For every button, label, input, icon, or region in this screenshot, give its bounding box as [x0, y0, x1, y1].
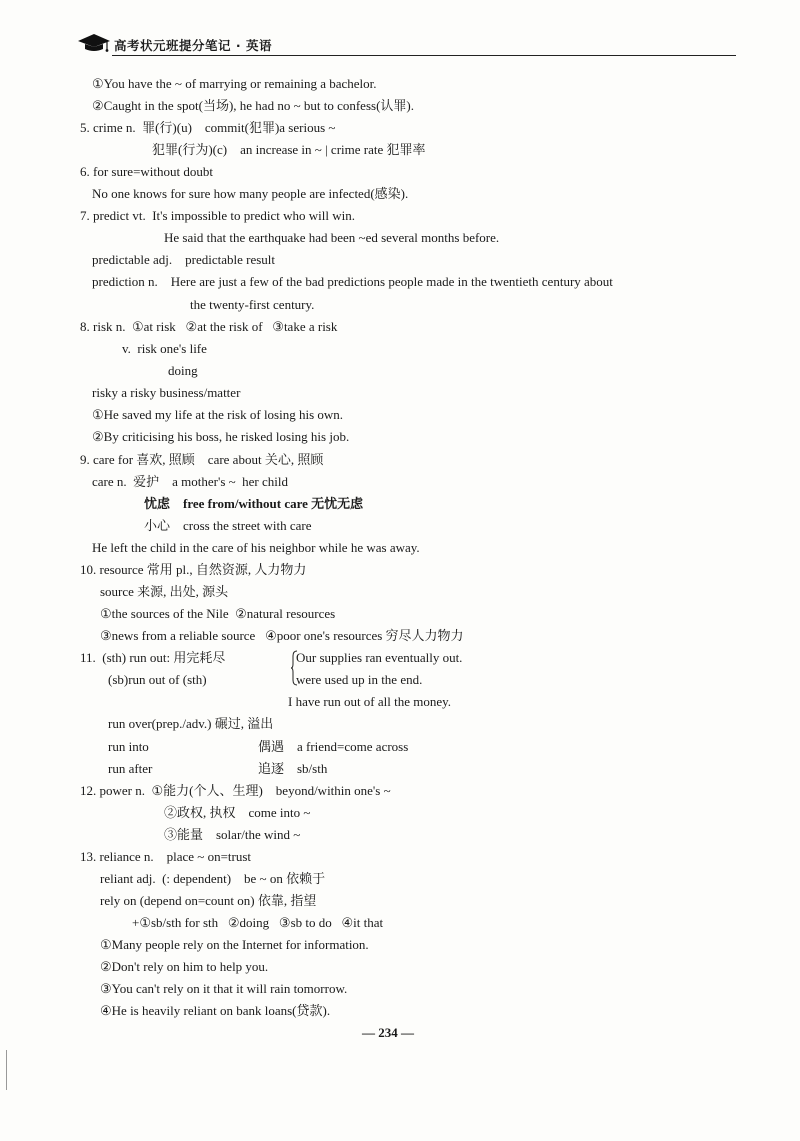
text-line: run into	[108, 739, 149, 754]
text-line: ②Caught in the spot(当场), he had no ~ but to confess(认罪).	[92, 98, 414, 113]
text-line: ①the sources of the Nile ②natural resources	[100, 606, 336, 621]
text-line: care n. 爱护 a mother's ~ her child	[92, 474, 289, 489]
text-line: ③能量 solar/the wind ~	[164, 827, 301, 842]
text-line: 9. care for 喜欢, 照顾 care about 关心, 照顾	[80, 452, 324, 467]
text-line: ①You have the ~ of marrying or remaining a bachelor.	[92, 76, 377, 91]
text-line: 8. risk n. ①at risk ②at the risk of ③take a risk	[80, 319, 338, 334]
text-line: run after	[108, 761, 153, 776]
text-line: 5. crime n. 罪(行)(u) commit(犯罪)a serious ~	[80, 120, 336, 135]
text-line: 7. predict vt. It's impossible to predict who will win.	[80, 208, 355, 223]
text-line: doing	[168, 363, 198, 378]
text-line: ②By criticising his boss, he risked losing his job.	[92, 429, 350, 444]
text-line: source 来源, 出处, 源头	[100, 584, 229, 599]
text-line: 犯罪(行为)(c) an increase in ~ | crime rate 犯罪率	[152, 142, 426, 157]
text-line: 忧虑 free from/without care 无忧无虑	[144, 496, 364, 511]
text-line: v. risk one's life	[122, 341, 207, 356]
header-rule	[112, 55, 736, 56]
text-line: I have run out of all the money.	[288, 694, 452, 709]
text-line: 10. resource 常用 pl., 自然资源, 人力物力	[80, 562, 307, 577]
running-header	[76, 30, 736, 56]
text-line: 6. for sure=without doubt	[80, 164, 213, 179]
text-line: 小心 cross the street with care	[144, 518, 312, 533]
text-line: 13. reliance n. place ~ on=trust	[80, 849, 252, 864]
text-line: were used up in the end.	[296, 672, 423, 687]
text-line: He left the child in the care of his neighbor while he was away.	[92, 540, 420, 555]
graduation-cap-icon	[76, 32, 112, 52]
text-line: (sb)run out of (sth)	[108, 672, 207, 687]
text-line: ④He is heavily reliant on bank loans(贷款).	[100, 1003, 331, 1018]
text-line: He said that the earthquake had been ~ed several months before.	[164, 230, 500, 245]
text-line: ②政权, 执权 come into ~	[164, 805, 311, 820]
text-line: Our supplies ran eventually out.	[296, 650, 463, 665]
text-line: reliant adj. (: dependent) be ~ on 依赖于	[100, 871, 326, 886]
text-line: the twenty-first century.	[190, 297, 315, 312]
text-line: rely on (depend on=count on) 依靠, 指望	[100, 893, 317, 908]
header-title: 高考状元班提分笔记 · 英语	[114, 38, 272, 53]
text-line: +①sb/sth for sth ②doing ③sb to do ④it that	[132, 915, 384, 930]
text-line: ③news from a reliable source ④poor one's resources 穷尽人力物力	[100, 628, 464, 643]
text-line: predictable adj. predictable result	[92, 252, 276, 267]
page-number: — 234 —	[362, 1025, 414, 1040]
text-line: 偶遇 a friend=come across	[258, 739, 409, 754]
text-line: 11. (sth) run out: 用完耗尽	[80, 650, 226, 665]
text-line: ③You can't rely on it that it will rain tomorrow.	[100, 981, 348, 996]
text-line: ①Many people rely on the Internet for information.	[100, 937, 369, 952]
brace-mark	[290, 650, 298, 686]
text-line: ①He saved my life at the risk of losing his own.	[92, 407, 344, 422]
text-line: No one knows for sure how many people are infected(感染).	[92, 186, 409, 201]
text-line: run over(prep./adv.) 碾过, 溢出	[108, 716, 274, 731]
text-line: ②Don't rely on him to help you.	[100, 959, 269, 974]
text-line: 12. power n. ①能力(个人、生理) beyond/within one's ~	[80, 783, 391, 798]
text-line: risky a risky business/matter	[92, 385, 241, 400]
text-line: prediction n. Here are just a few of the bad predictions people made in the twentieth century about	[92, 274, 613, 289]
text-line: 追逐 sb/sth	[258, 761, 328, 776]
scan-margin-line	[6, 1050, 7, 1090]
